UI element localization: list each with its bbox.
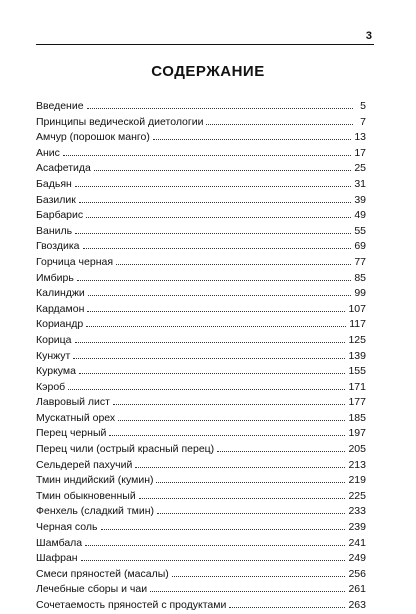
- toc-entry-title: Амчур (порошок манго): [36, 131, 150, 144]
- dot-leader: [68, 377, 345, 390]
- toc-entry-title: Гвоздика: [36, 240, 80, 253]
- toc-entry-title: Смеси пряностей (масалы): [36, 567, 169, 580]
- toc-entry: [36, 112, 366, 128]
- toc-entry-page: 197: [348, 427, 366, 440]
- toc-entry: [36, 330, 366, 346]
- dot-leader: [116, 252, 351, 265]
- toc-entry-page: 263: [348, 599, 366, 611]
- toc-entry: [36, 470, 366, 486]
- dot-leader: [94, 158, 351, 171]
- toc-entry-page: 219: [348, 474, 366, 487]
- toc-entry: [36, 96, 366, 112]
- toc-entry: [36, 236, 366, 252]
- toc-entry-page: 25: [354, 162, 366, 175]
- toc-entry: [36, 455, 366, 471]
- toc-entry: [36, 501, 366, 517]
- toc-entry-page: 249: [348, 552, 366, 565]
- toc-entry: [36, 408, 366, 424]
- toc-entry: [36, 158, 366, 174]
- toc-entry-page: 31: [354, 177, 366, 190]
- toc-entry-page: 171: [348, 380, 366, 393]
- toc-entry: [36, 314, 366, 330]
- page-header: [36, 28, 374, 45]
- toc-entry-page: 241: [348, 536, 366, 549]
- dot-leader: [88, 283, 352, 296]
- toc-entry-title: Кардамон: [36, 302, 85, 315]
- dot-leader: [217, 439, 345, 452]
- toc-entry-page: 5: [360, 100, 366, 112]
- toc-entry: [36, 595, 366, 611]
- toc-entry-page: 225: [348, 489, 366, 502]
- dot-leader: [81, 548, 346, 561]
- toc-entry-page: 55: [354, 224, 366, 237]
- toc-entry-page: 85: [354, 271, 366, 284]
- dot-leader: [156, 470, 345, 483]
- toc-entry-page: 155: [348, 365, 366, 378]
- dot-leader: [87, 96, 353, 109]
- dot-leader: [75, 330, 346, 343]
- dot-leader: [87, 299, 345, 312]
- toc-entry: [36, 205, 366, 221]
- dot-leader: [86, 314, 346, 327]
- toc-entry-title: Сельдерей пахучий: [36, 458, 133, 471]
- page-title: СОДЕРЖАНИЕ: [151, 63, 265, 80]
- toc-entry: [36, 564, 366, 580]
- dot-leader: [109, 423, 345, 436]
- toc-entry-page: 13: [354, 131, 366, 144]
- dot-leader: [75, 221, 351, 234]
- dot-leader: [150, 579, 345, 592]
- toc-entry-page: 177: [348, 396, 366, 409]
- dot-leader: [157, 501, 345, 514]
- dot-leader: [229, 595, 345, 608]
- toc-entry: [36, 143, 366, 159]
- toc-entry-page: 139: [348, 349, 366, 362]
- toc-entry-title: Калинджи: [36, 287, 85, 300]
- toc-entry-title: Асафетида: [36, 162, 91, 175]
- toc-entry-title: Принципы ведической диетологии: [36, 115, 204, 128]
- toc-entry: [36, 439, 366, 455]
- toc-entry-page: 39: [354, 193, 366, 206]
- toc-entry: [36, 190, 366, 206]
- toc-entry-title: Тмин индийский (кумин): [36, 474, 154, 487]
- dot-leader: [79, 190, 351, 203]
- dot-leader: [79, 361, 345, 374]
- toc-entry-page: 125: [348, 333, 366, 346]
- toc-entry-title: Куркума: [36, 365, 76, 378]
- toc-entry-title: Введение: [36, 100, 84, 112]
- toc-entry-title: Базилик: [36, 193, 76, 206]
- toc-entry-title: Кэроб: [36, 380, 66, 393]
- toc-entry: [36, 579, 366, 595]
- dot-leader: [85, 533, 345, 546]
- toc-entry-page: 117: [349, 318, 366, 331]
- dot-leader: [113, 392, 346, 405]
- toc-entry-page: 185: [348, 411, 366, 424]
- toc-entry-title: Черная соль: [36, 521, 98, 534]
- toc-entry-title: Сочетаемость пряностей с продуктами: [36, 599, 227, 611]
- table-of-contents: [36, 96, 366, 611]
- toc-entry: [36, 548, 366, 564]
- toc-entry-title: Фенхель (сладкий тмин): [36, 505, 155, 518]
- toc-entry-title: Перец черный: [36, 427, 107, 440]
- dot-leader: [206, 112, 353, 125]
- toc-entry-page: 49: [354, 209, 366, 222]
- toc-entry-page: 69: [354, 240, 366, 253]
- toc-entry: [36, 299, 366, 315]
- toc-entry: [36, 346, 366, 362]
- dot-leader: [83, 236, 352, 249]
- toc-entry-page: 107: [348, 302, 366, 315]
- toc-entry-page: 239: [348, 521, 366, 534]
- toc-entry-page: 256: [348, 567, 366, 580]
- toc-entry: [36, 174, 366, 190]
- toc-entry-title: Ваниль: [36, 224, 73, 237]
- toc-entry: [36, 392, 366, 408]
- dot-leader: [118, 408, 345, 421]
- dot-leader: [139, 486, 346, 499]
- toc-entry-title: Шафран: [36, 552, 78, 565]
- toc-entry-title: Лечебные сборы и чаи: [36, 583, 148, 596]
- toc-entry-title: Кориандр: [36, 318, 84, 331]
- toc-entry-title: Мускатный орех: [36, 411, 116, 424]
- toc-entry-title: Шамбала: [36, 536, 83, 549]
- toc-entry-title: Тмин обыкновенный: [36, 489, 136, 502]
- toc-entry-title: Перец чили (острый красный перец): [36, 443, 215, 456]
- toc-entry-page: 233: [348, 505, 366, 518]
- toc-entry: [36, 361, 366, 377]
- dot-leader: [153, 127, 351, 140]
- toc-entry: [36, 127, 366, 143]
- dot-leader: [73, 346, 345, 359]
- toc-entry-title: Горчица черная: [36, 255, 114, 268]
- toc-entry-page: 7: [360, 115, 366, 128]
- dot-leader: [75, 174, 352, 187]
- toc-entry: [36, 377, 366, 393]
- toc-entry: [36, 268, 366, 284]
- dot-leader: [77, 268, 351, 281]
- toc-entry-title: Бадьян: [36, 177, 72, 190]
- toc-entry-page: 205: [348, 443, 366, 456]
- toc-entry-title: Лавровый лист: [36, 396, 110, 409]
- toc-entry-page: 213: [348, 458, 366, 471]
- toc-entry-title: Имбирь: [36, 271, 74, 284]
- toc-entry-title: Кунжут: [36, 349, 71, 362]
- page-number: 3: [365, 30, 372, 42]
- dot-leader: [63, 143, 351, 156]
- toc-entry-page: 261: [348, 583, 366, 596]
- toc-entry-page: 77: [354, 255, 366, 268]
- toc-entry: [36, 486, 366, 502]
- toc-entry-title: Корица: [36, 333, 72, 346]
- toc-entry: [36, 533, 366, 549]
- dot-leader: [172, 564, 346, 577]
- dot-leader: [86, 205, 351, 218]
- toc-entry: [36, 252, 366, 268]
- toc-entry: [36, 517, 366, 533]
- toc-entry-page: 99: [354, 287, 366, 300]
- toc-entry: [36, 221, 366, 237]
- toc-entry-page: 17: [354, 146, 366, 159]
- toc-entry-title: Анис: [36, 146, 60, 159]
- toc-entry-title: Барбарис: [36, 209, 84, 222]
- toc-entry: [36, 423, 366, 439]
- toc-entry: [36, 283, 366, 299]
- dot-leader: [135, 455, 345, 468]
- dot-leader: [101, 517, 346, 530]
